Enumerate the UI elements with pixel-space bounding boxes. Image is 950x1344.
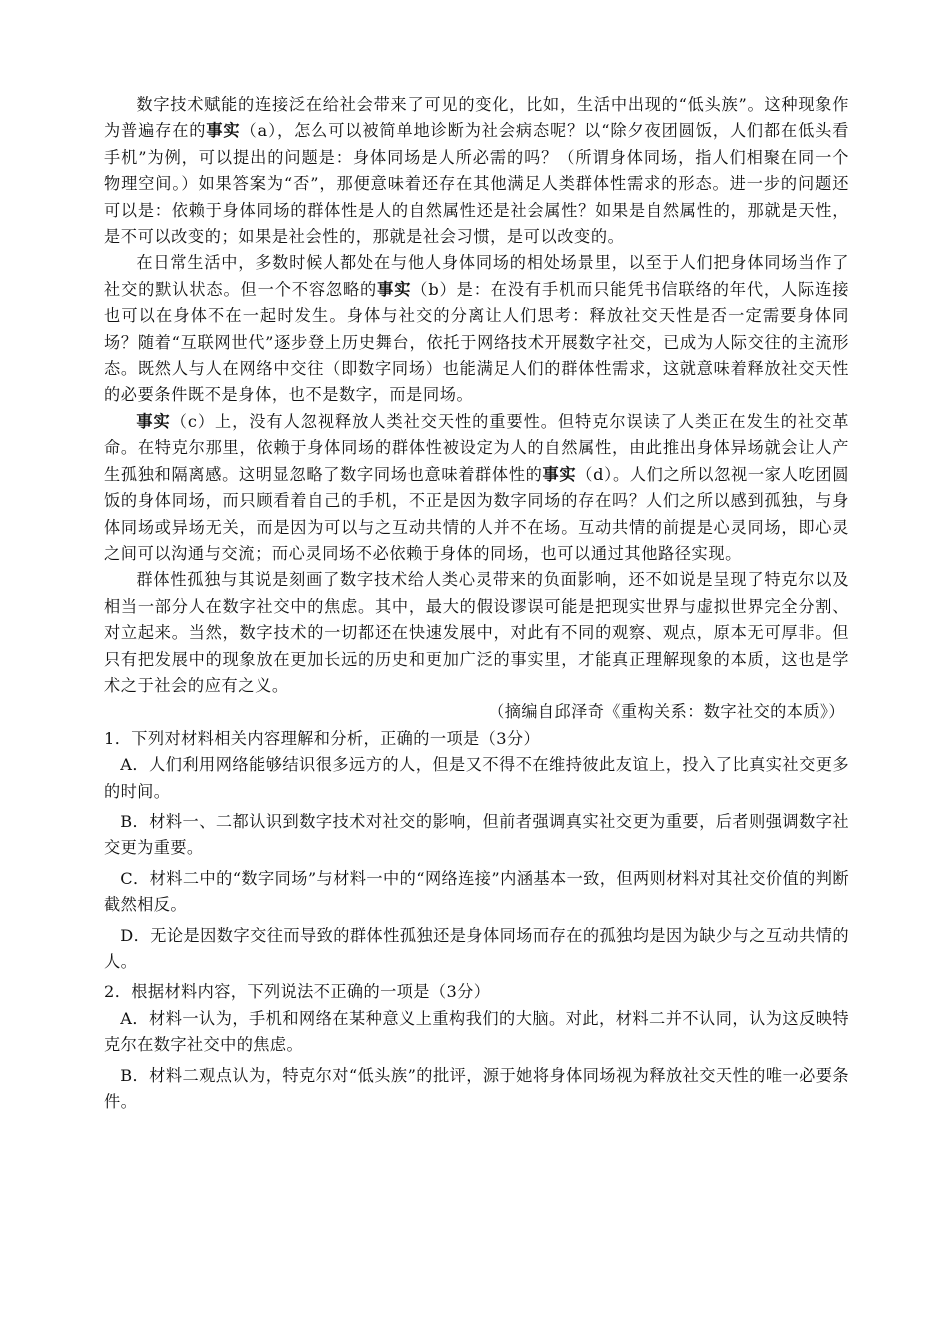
- question-1-option-b: B．材料一、二都认识到数字技术对社交的影响，但前者强调真实社交更为重要，后者则强调数字社交更为重要。: [104, 811, 849, 858]
- paragraph-text: （b）是：在没有手机而只能凭书信联络的年代，人际连接也可以在身体不在一起时发生。身体与社交的分离让人们思考：释放社交天性是否一定需要身体同场？随着“互联网世代”逐步登上历史舞台，依托于网络技术开展数字社交，已成为人际交往的主流形态。既然人与人在网络中交往（即数字同场）也能满足人们的群体性需求，这就意味着释放社交天性的必要条件既不是身体，也不是数字，而是同场。: [104, 279, 849, 405]
- exam-page: [104, 92, 849, 1119]
- passage-paragraph-3: [104, 409, 849, 567]
- passage-source: （摘编自邱泽奇《重构关系：数字社交的本质》）: [488, 702, 845, 722]
- question-1-option-c: C．材料二中的“数字同场”与材料一中的“网络连接”内涵基本一致，但两则材料对其社交价值的判断截然相反。: [104, 868, 849, 915]
- question-1-stem: 1．下列对材料相关内容理解和分析，正确的一项是（3分）: [104, 728, 541, 748]
- question-1-option-d: D．无论是因数字交往而导致的群体性孤独还是身体同场而存在的孤独均是因为缺少与之互动共情的人。: [104, 925, 849, 971]
- passage-paragraph-1: [104, 92, 849, 250]
- paragraph-text: 数字技术赋能的连接泛在给社会带来了可见的变化，比如，生活中出现的“低头族”。这种现象作为普遍存在的: [104, 95, 849, 141]
- emphasis-term: 事实: [136, 411, 171, 431]
- paragraph-text: （d）。人们之所以忽视一家人吃团圆饭的身体同场，而只顾看着自己的手机，不正是因为数字同场的存在吗？人们之所以感到孤独，与身体同场或异场无关，而是因为可以与之互动共情的人并不在场。互动共情的前提是心灵同场，即心灵之间可以沟通与交流；而心灵同场不必依赖于身体的同场，也可以通过其他路径实现。: [104, 464, 849, 563]
- paragraph-text: 在日常生活中，多数时候人都处在与他人身体同场的相处场景里，以至于人们把身体同场当作了社交的默认状态。但一个不容忽略的: [104, 253, 849, 299]
- passage-paragraph-2: [104, 250, 849, 408]
- emphasis-term: 事实: [206, 121, 241, 141]
- question-1-option-a: A．人们利用网络能够结识很多远方的人，但是又不得不在维持彼此友谊上，投入了比真实社交更多的时间。: [104, 755, 849, 801]
- question-2-option-b: B．材料二观点认为，特克尔对“低头族”的批评，源于她将身体同场视为释放社交天性的唯一必要条件。: [104, 1065, 849, 1112]
- passage-paragraph-4: 群体性孤独与其说是刻画了数字技术给人类心灵带来的负面影响，还不如说是呈现了特克尔以及相当一部分人在数字社交中的焦虑。其中，最大的假设谬误可能是把现实世界与虚拟世界完全分割、对立起来。当然，数字技术的一切都还在快速发展中，对此有不同的观察、观点，原本无可厚非。但只有把发展中的现象放在更加长远的历史和更加广泛的事实里，才能真正理解现象的本质，这也是学术之于社会的应有之义。: [104, 570, 849, 695]
- paragraph-text: （c）上，没有人忽视释放人类社交天性的重要性。但特克尔误读了人类正在发生的社交革命。在特克尔那里，依赖于身体同场的群体性被设定为人的自然属性，由此推出身体异场就会让人产生孤独和隔离感。这明显忽略了数字同场也意味着群体性的: [104, 411, 849, 484]
- emphasis-term: 事实: [542, 464, 577, 484]
- paragraph-text: （a），怎么可以被简单地诊断为社会病态呢？以“除夕夜团圆饭，人们都在低头看手机”为例，可以提出的问题是：身体同场是人所必需的吗？（所谓身体同场，指人们相聚在同一个物理空间。）如果答案为“否”，那便意味着还存在其他满足人类群体性需求的形态。进一步的问题还可以是：依赖于身体同场的群体性是人的自然属性还是社会属性？如果是自然属性的，那就是天性，是不可以改变的；如果是社会性的，那就是社会习惯，是可以改变的。: [104, 121, 849, 247]
- question-2-stem: 2．根据材料内容，下列说法不正确的一项是（3分）: [104, 982, 491, 1002]
- question-2-option-a: A．材料一认为，手机和网络在某种意义上重构我们的大脑。对此，材料二并不认同，认为这反映特克尔在数字社交中的焦虑。: [104, 1008, 849, 1055]
- emphasis-term: 事实: [377, 279, 412, 299]
